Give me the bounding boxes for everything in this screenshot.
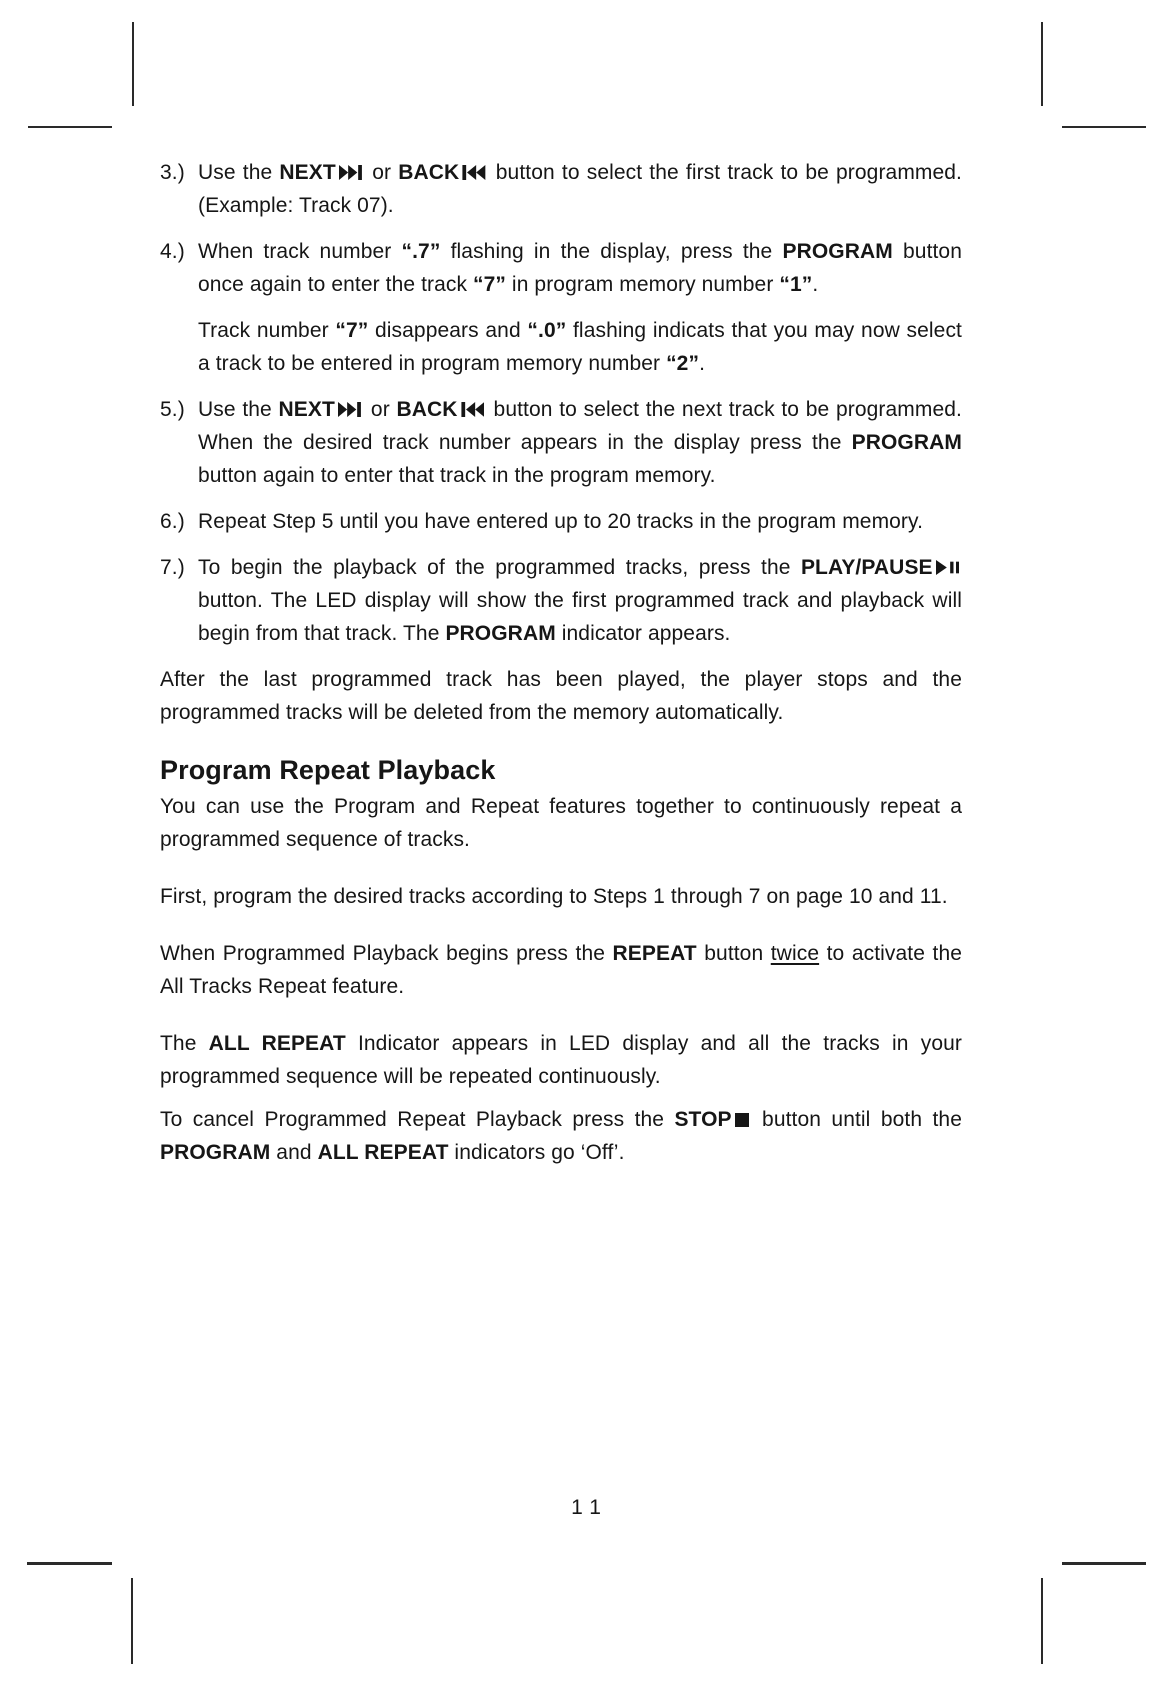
text-segment: button. The LED display will show the first programmed track and playback will begin from that track. The: [198, 589, 962, 645]
step-item: [160, 235, 962, 301]
crop-mark-top-right-vertical: [1041, 22, 1043, 106]
text-segment: “.7”: [401, 240, 441, 263]
text-segment: PROGRAM: [445, 622, 556, 645]
text-segment: twice: [770, 942, 820, 965]
crop-mark-top-left-horizontal: [28, 126, 112, 128]
text-segment: To begin the playback of the programmed tracks, press the: [198, 556, 801, 579]
text-segment: flashing in the display, press the: [440, 240, 783, 263]
text-segment: PROGRAM: [851, 431, 962, 454]
text-segment: PROGRAM: [782, 240, 893, 263]
play-pause-icon: [933, 551, 962, 584]
crop-mark-bottom-left-horizontal: [27, 1562, 112, 1565]
step-text: [198, 156, 962, 222]
text-segment: PROGRAM: [160, 1141, 271, 1164]
page-content: [160, 156, 962, 1193]
body-paragraph: [160, 663, 962, 729]
step-item: [160, 505, 962, 538]
text-segment: to activate the All Tracks Repeat feature.: [160, 942, 963, 998]
text-segment: You can use the Program and Repeat features together to continuously repeat a programmed sequence of tracks.: [160, 795, 962, 851]
crop-mark-bottom-left-vertical: [131, 1578, 133, 1664]
text-segment: button once again to enter the track: [198, 240, 962, 296]
body-paragraph: [160, 790, 962, 856]
text-segment: “2”: [666, 352, 700, 375]
crop-mark-top-right-horizontal: [1062, 126, 1146, 128]
crop-mark-top-left-vertical: [132, 22, 134, 106]
text-segment: disappears and: [368, 319, 528, 342]
text-segment: BACK: [398, 161, 460, 184]
step-text: [198, 505, 962, 538]
text-segment: NEXT: [279, 161, 336, 184]
body-paragraph: [198, 314, 962, 380]
text-segment: button again to enter that track in the program memory.: [198, 464, 716, 487]
section-heading: Program Repeat Playback: [160, 755, 496, 785]
text-segment: STOP: [674, 1108, 732, 1131]
text-segment: “7”: [335, 319, 369, 342]
text-segment: Track number: [198, 319, 336, 342]
step-number: 4.): [160, 240, 185, 263]
text-segment: Indicator appears in LED display and all the tracks in your programmed sequence will be repeated continuously.: [160, 1032, 962, 1088]
text-segment: BACK: [396, 398, 458, 421]
text-segment: “7”: [473, 273, 506, 296]
text-segment: “1”: [779, 273, 813, 296]
text-segment: or: [364, 398, 397, 421]
step-number: 6.): [160, 510, 185, 533]
step-text: [198, 551, 962, 650]
text-segment: The: [160, 1032, 209, 1055]
text-segment: Use the: [198, 398, 279, 421]
text-segment: REPEAT: [612, 942, 697, 965]
step-number: 3.): [160, 161, 185, 184]
skip-back-icon: [459, 156, 488, 189]
text-segment: button to select the next track to be programmed. When the desired track number appears in the display press the: [198, 398, 962, 454]
step-text: [198, 393, 962, 492]
skip-next-icon: [336, 156, 365, 189]
step-item: [160, 156, 962, 222]
skip-back-icon: [458, 393, 487, 426]
page-number: 11: [571, 1496, 609, 1519]
text-segment: To cancel Programmed Repeat Playback press the: [160, 1108, 675, 1131]
step-item: [160, 551, 962, 650]
step-number: 5.): [160, 398, 185, 421]
text-segment: When track number: [198, 240, 402, 263]
text-segment: flashing indicats that you may now select a track to be entered in program memory number: [198, 319, 962, 375]
body-paragraph: [160, 880, 962, 913]
text-segment: “.0”: [527, 319, 567, 342]
text-segment: ALL REPEAT: [208, 1032, 346, 1055]
text-segment: and: [270, 1141, 318, 1164]
text-segment: indicator appears.: [555, 622, 731, 645]
text-segment: After the last programmed track has been played, the player stops and the programmed tracks will be deleted from the memory automatically.: [160, 668, 962, 724]
body-paragraph: [160, 937, 962, 1003]
crop-mark-bottom-right-horizontal: [1062, 1562, 1146, 1565]
text-segment: Use the: [198, 161, 280, 184]
step-item: [160, 393, 962, 492]
stop-icon: [732, 1103, 752, 1136]
step-text: [198, 235, 962, 301]
body-paragraph: [160, 1103, 962, 1169]
text-segment: NEXT: [278, 398, 335, 421]
text-segment: PLAY/PAUSE: [800, 556, 933, 579]
text-segment: ALL REPEAT: [317, 1141, 449, 1164]
step-number: 7.): [160, 556, 185, 579]
text-segment: .: [812, 273, 819, 296]
text-segment: Repeat Step 5 until you have entered up to 20 tracks in the program memory.: [198, 510, 924, 533]
text-segment: indicators go ‘Off’.: [448, 1141, 625, 1164]
text-segment: button to select the first track to be programmed. (Example: Track 07).: [198, 161, 962, 217]
text-segment: First, program the desired tracks according to Steps 1 through 7 on page 10 and 11.: [160, 885, 948, 908]
text-segment: button until both the: [751, 1108, 962, 1131]
body-paragraph: [160, 1027, 962, 1093]
text-segment: When Programmed Playback begins press the: [160, 942, 613, 965]
skip-next-icon: [335, 393, 364, 426]
text-segment: in program memory number: [506, 273, 780, 296]
crop-mark-bottom-right-vertical: [1041, 1578, 1043, 1664]
text-segment: button: [696, 942, 771, 965]
text-segment: or: [365, 161, 399, 184]
text-segment: .: [699, 352, 705, 375]
